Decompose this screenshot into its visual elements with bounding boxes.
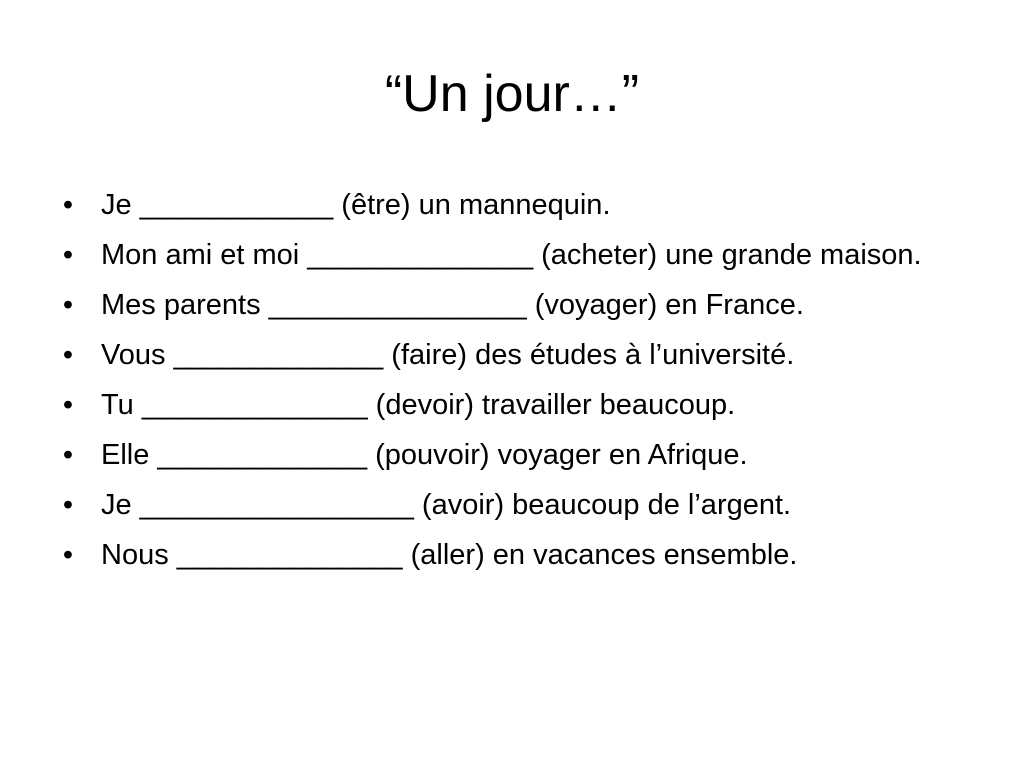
- bullet-item-2: [58, 234, 978, 276]
- bullet-item-7: [58, 484, 978, 526]
- bullet-text: Elle _____________ (pouvoir) voyager en Afrique.: [101, 439, 748, 471]
- bullet-text: Tu ______________ (devoir) travailler beaucoup.: [101, 389, 736, 421]
- bullet-icon: •: [62, 439, 74, 471]
- bullet-icon: •: [62, 389, 74, 421]
- slide-title: “Un jour…”: [384, 65, 640, 123]
- bullet-item-1: [58, 184, 978, 226]
- bullet-icon: •: [62, 239, 74, 271]
- bullet-text: Nous ______________ (aller) en vacances ensemble.: [101, 539, 798, 571]
- bullet-item-5: [58, 384, 978, 426]
- bullet-icon: •: [62, 289, 74, 321]
- bullet-text: Vous _____________ (faire) des études à l’université.: [101, 339, 795, 371]
- bullet-text: Je _________________ (avoir) beaucoup de l’argent.: [101, 489, 792, 521]
- bullet-icon: •: [62, 489, 74, 521]
- bullet-text: Mes parents ________________ (voyager) en France.: [101, 289, 804, 321]
- bullet-text: Mon ami et moi ______________ (acheter) une grande maison.: [101, 239, 922, 271]
- bullet-item-3: [58, 284, 978, 326]
- bullet-item-8: [58, 534, 978, 576]
- bullet-icon: •: [62, 339, 74, 371]
- bullet-icon: •: [62, 189, 74, 221]
- bullet-list: [58, 184, 978, 584]
- bullet-text: Je ____________ (être) un mannequin.: [101, 189, 611, 221]
- bullet-item-4: [58, 334, 978, 376]
- bullet-icon: •: [62, 539, 74, 571]
- bullet-item-6: [58, 434, 978, 476]
